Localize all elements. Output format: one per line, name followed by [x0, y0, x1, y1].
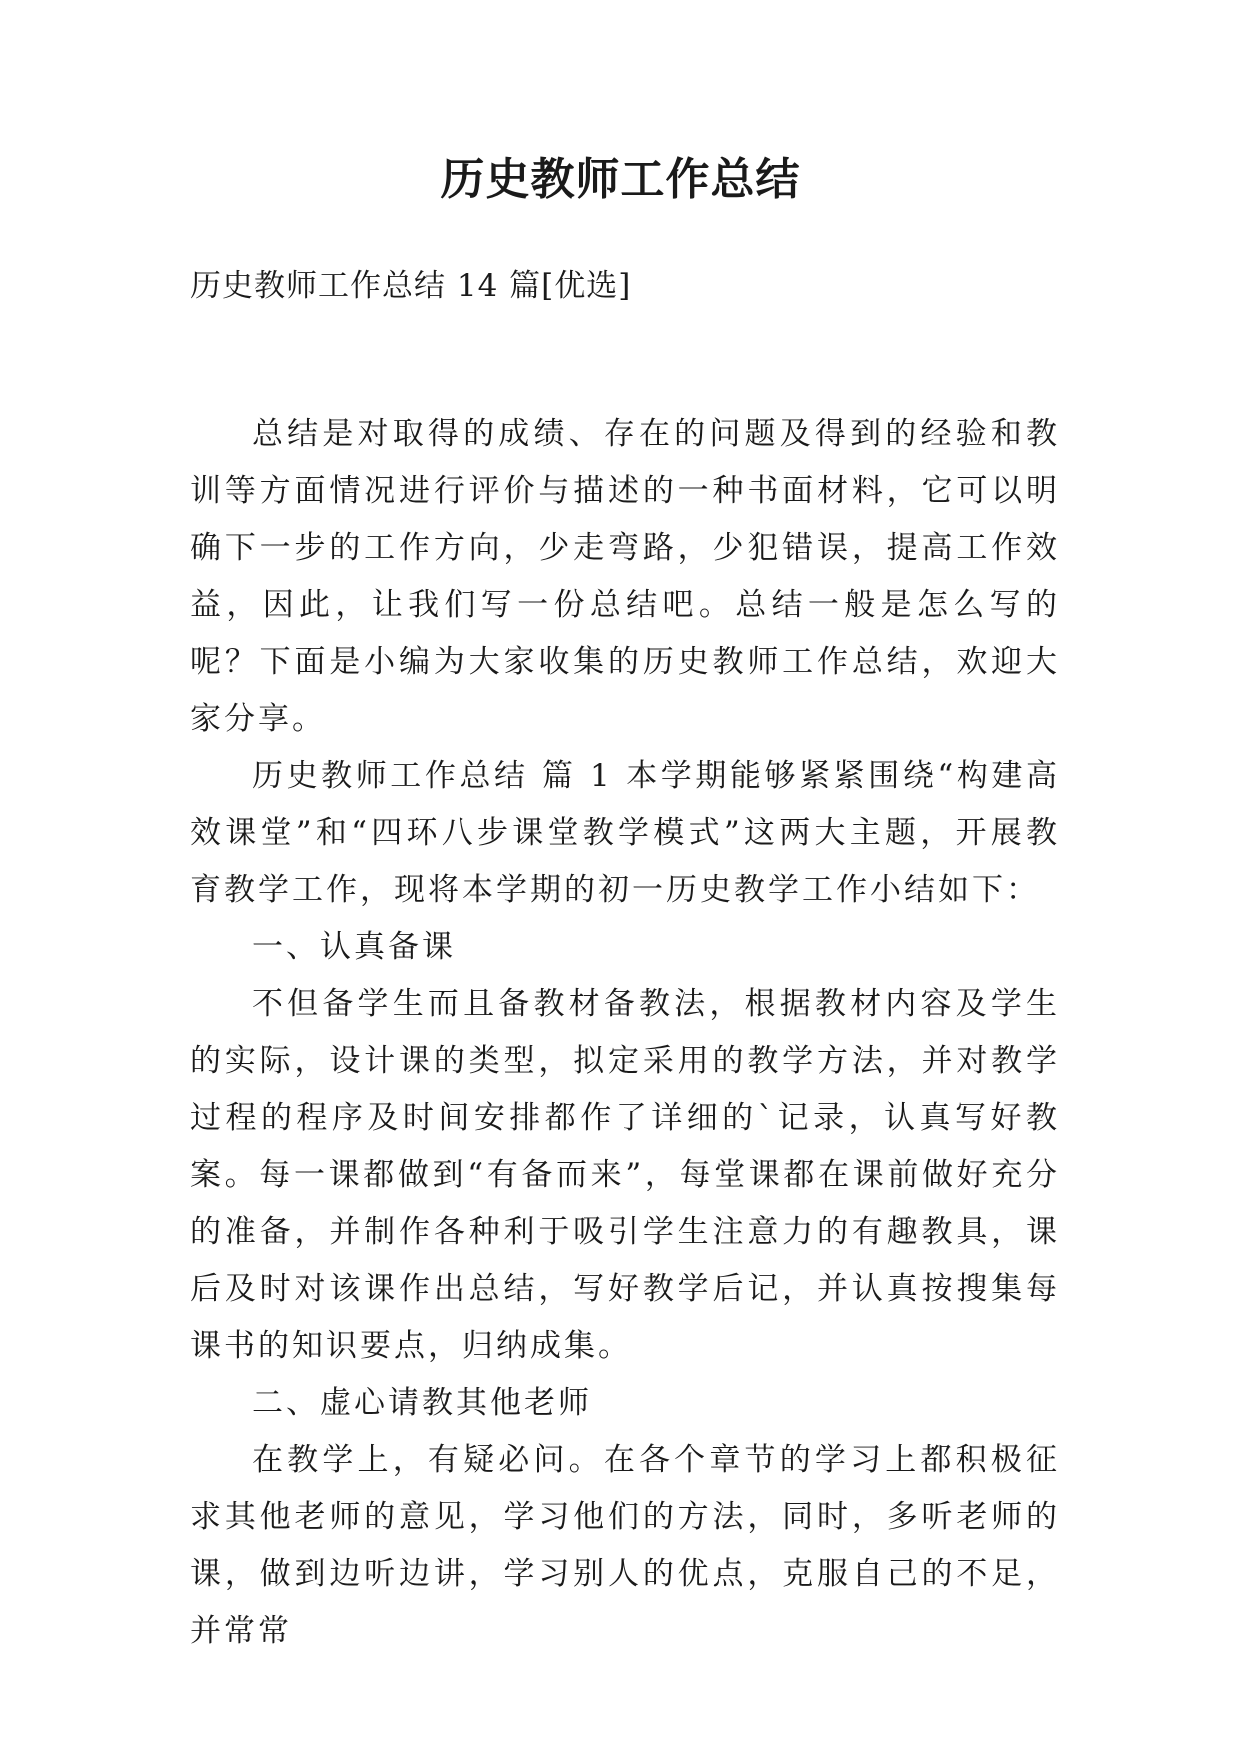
document-title: 历史教师工作总结 — [440, 154, 801, 205]
section-heading: 一、认真备课 — [252, 929, 456, 965]
section-paragraph: 在教学上，有疑必问。在各个章节的学习上都积极征求其他老师的意见，学习他们的方法，同时，多听老师的课，做到边听边讲，学习别人的优点，克服自己的不足，并常常 — [190, 1442, 1060, 1649]
section-paragraph: 历史教师工作总结 篇 1 本学期能够紧紧围绕“构建高效课堂”和“四环八步课堂教学模式”这两大主题，开展教育教学工作，现将本学期的初一历史教学工作小结如下： — [190, 758, 1060, 908]
intro-paragraph: 总结是对取得的成绩、存在的问题及得到的经验和教训等方面情况进行评价与描述的一种书面材料，它可以明确下一步的工作方向，少走弯路，少犯错误，提高工作效益，因此，让我们写一份总结吧。总结一般是怎么写的呢？下面是小编为大家收集的历史教师工作总结，欢迎大家分享。 — [190, 416, 1060, 737]
document-body — [190, 406, 1060, 1660]
section-heading: 二、虚心请教其他老师 — [252, 1385, 592, 1421]
section-paragraph: 不但备学生而且备教材备教法，根据教材内容及学生的实际，设计课的类型，拟定采用的教学方法，并对教学过程的程序及时间安排都作了详细的`记录，认真写好教案。每一课都做到“有备而来”，每堂课都在课前做好充分的准备，并制作各种利于吸引学生注意力的有趣教具，课后及时对该课作出总结，写好教学后记，并认真按搜集每课书的知识要点，归纳成集。 — [190, 986, 1060, 1364]
document-subtitle: 历史教师工作总结 14 篇[优选] — [190, 268, 632, 304]
